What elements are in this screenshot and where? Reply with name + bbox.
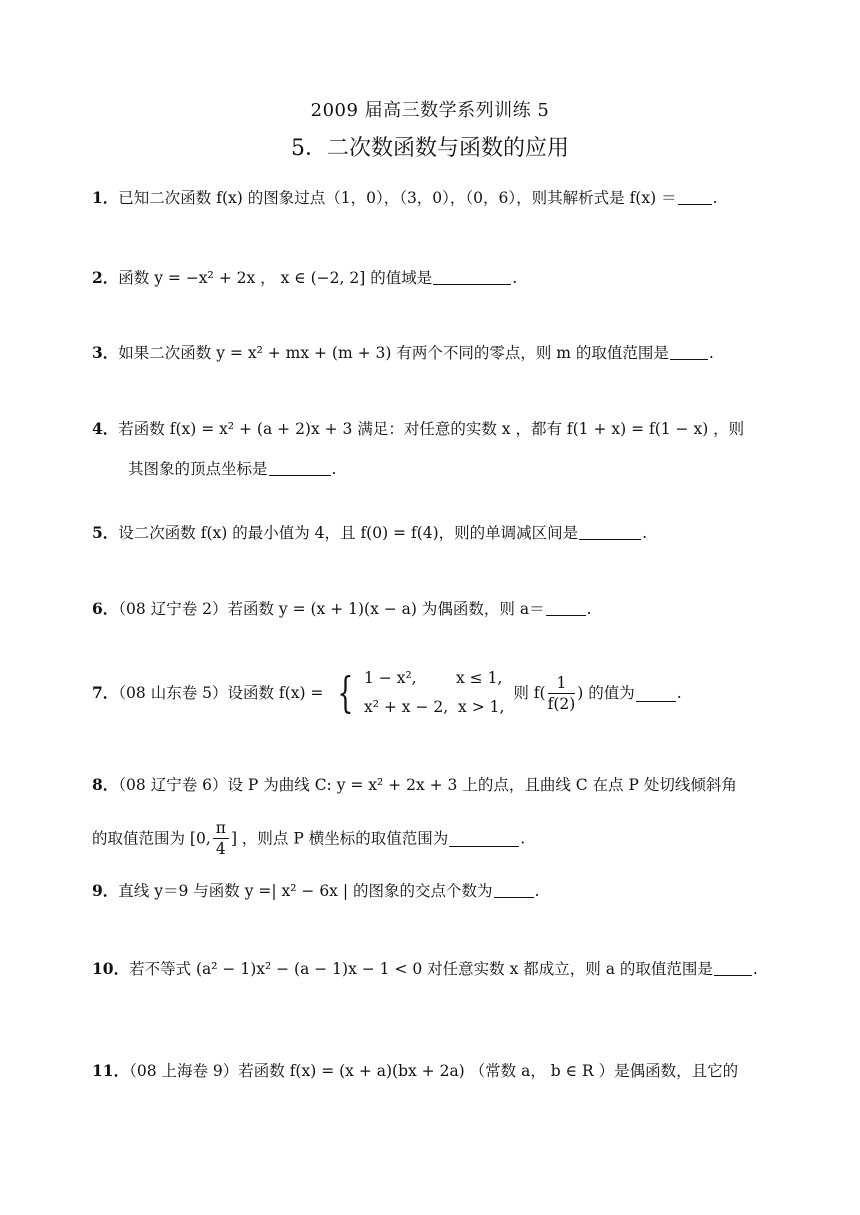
question-number: 3． bbox=[92, 343, 119, 362]
answer-blank bbox=[678, 189, 712, 206]
question-2: 2．函数 y = −x² + 2x ， x ∈ (−2, 2] 的值域是 . bbox=[92, 268, 518, 287]
chapter-title: 5．二次数函数与函数的应用 bbox=[291, 136, 569, 161]
question-3: 3．如果二次函数 y = x² + mx + (m + 3) 有两个不同的零点，则 m 的取值范围是 . bbox=[92, 343, 714, 362]
answer-blank bbox=[494, 882, 534, 899]
question-10: 10．若不等式 (a² − 1)x² − (a − 1)x − 1 < 0 对任意实数 x 都成立，则 a 的取值范围是 . bbox=[92, 959, 758, 978]
question-6: 6．（08 辽宁卷 2）若函数 y = (x + 1)(x − a) 为偶函数，则 a＝ . bbox=[92, 599, 592, 618]
question-text: （08 辽宁卷 6）设 P 为曲线 C: y = x² + 2x + 3 上的点，且曲线 C 在点 P 处切线倾斜角 bbox=[118, 776, 737, 794]
answer-blank bbox=[714, 960, 752, 977]
question-text: （08 上海卷 9）若函数 f(x) = (x + a)(bx + 2a) （常数 a， b ∈ R ）是偶函数，且它的 bbox=[129, 1062, 739, 1080]
question-text: （08 辽宁卷 2）若函数 y = (x + 1)(x − a) 为偶函数，则 a＝ bbox=[118, 600, 545, 618]
piecewise-cases bbox=[364, 664, 504, 723]
answer-blank bbox=[579, 524, 641, 541]
fraction: $\frac{1}{f(2)}$ bbox=[547, 673, 576, 713]
question-number: 1． bbox=[92, 188, 119, 207]
answer-blank bbox=[449, 830, 519, 847]
answer-blank bbox=[636, 685, 676, 702]
question-8 bbox=[92, 770, 782, 800]
question-text: 直线 y＝9 与函数 y =| x² − 6x | 的图象的交点个数为 bbox=[118, 882, 493, 900]
question-text: 函数 y = −x² + 2x ， x ∈ (−2, 2] 的值域是 bbox=[118, 269, 433, 287]
answer-blank bbox=[670, 344, 708, 361]
question-number: 2． bbox=[92, 268, 119, 287]
left-brace: { bbox=[337, 668, 354, 718]
question-1: 1．已知二次函数 f(x) 的图象过点（1，0），（3，0），（0，6），则其解析式是 f(x) ＝ . bbox=[92, 188, 718, 207]
question-number: 5． bbox=[92, 523, 119, 542]
question-number: 7． bbox=[92, 683, 119, 703]
case-2: x² + x − 2, x > 1, bbox=[364, 698, 505, 717]
question-text: 设二次函数 f(x) 的最小值为 4，且 f(0) = f(4)，则的单调减区间是 bbox=[118, 524, 579, 542]
question-number: 10． bbox=[92, 959, 130, 978]
question-text: 若不等式 (a² − 1)x² − (a − 1)x − 1 < 0 对任意实数 x 都成立，则 a 的取值范围是 bbox=[129, 960, 713, 978]
question-number: 11． bbox=[92, 1061, 130, 1080]
question-9: 9．直线 y＝9 与函数 y =| x² − 6x | 的图象的交点个数为 . bbox=[92, 881, 540, 900]
fraction: $\frac{\pi}{4}$ bbox=[213, 818, 229, 859]
question-text: 已知二次函数 f(x) 的图象过点（1，0），（3，0），（0，6），则其解析式是 f(x) ＝ bbox=[118, 189, 677, 207]
question-number: 4． bbox=[92, 419, 119, 438]
question-number: 8． bbox=[92, 775, 119, 794]
question-text: （08 山东卷 5）设函数 f(x) = bbox=[118, 684, 324, 703]
question-4 bbox=[92, 414, 782, 444]
question-4-continued: 其图象的顶点坐标是 . bbox=[128, 460, 337, 478]
series-title: 2009 届高三数学系列训练 5 bbox=[310, 100, 550, 121]
answer-blank bbox=[433, 269, 511, 286]
piecewise-definition bbox=[332, 664, 504, 723]
question-number: 9． bbox=[92, 881, 119, 900]
answer-blank bbox=[269, 460, 331, 477]
question-5: 5．设二次函数 f(x) 的最小值为 4，且 f(0) = f(4)，则的单调减区间是 . bbox=[92, 523, 648, 542]
case-1: 1 − x², x ≤ 1, bbox=[364, 669, 503, 687]
question-11 bbox=[92, 1056, 782, 1086]
question-number: 6． bbox=[92, 599, 119, 618]
question-text: 如果二次函数 y = x² + mx + (m + 3) 有两个不同的零点，则 m 的取值范围是 bbox=[118, 344, 669, 362]
answer-blank bbox=[546, 600, 586, 617]
question-8-continued: 的取值范围为 [0, $\frac{\pi}{4}$ ] ，则点 P 横坐标的取值范围为 . bbox=[92, 819, 526, 859]
question-7: 7．（08 山东卷 5）设函数 f(x) = { 1 − x², x ≤ 1, x² + x − 2, x > 1, 则 f( $\frac{1}{f(2)}$ ) 的值为 . bbox=[92, 664, 782, 723]
question-text: 若函数 f(x) = x² + (a + 2)x + 3 满足：对任意的实数 x ，都有 f(1 + x) = f(1 − x) ，则 bbox=[118, 420, 745, 438]
